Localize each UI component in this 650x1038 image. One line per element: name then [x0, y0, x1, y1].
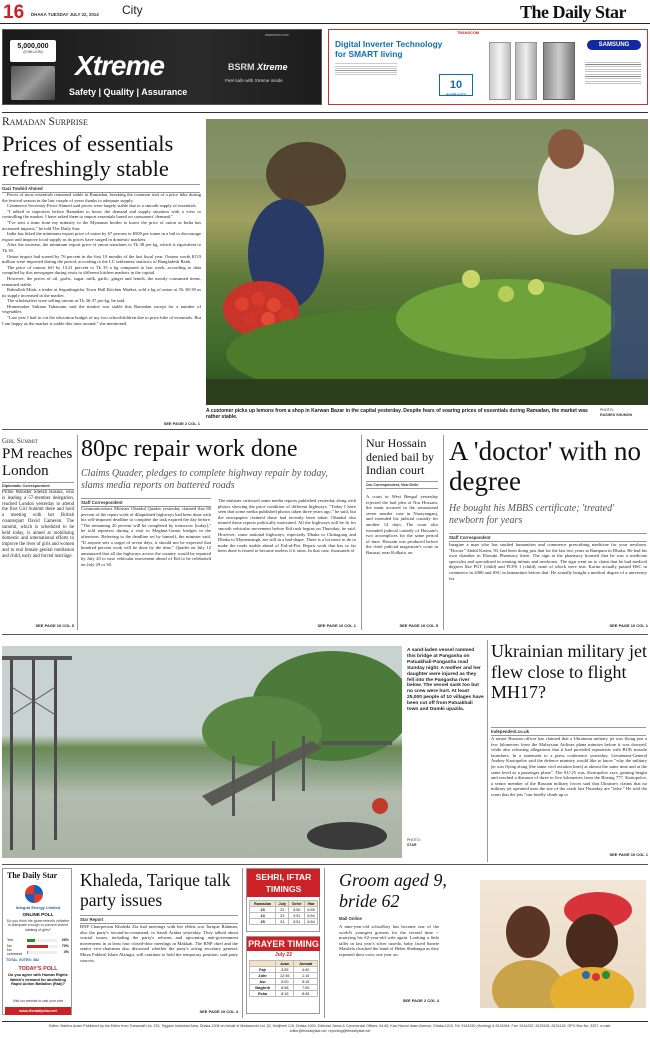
page-number: 16 [3, 2, 25, 23]
ramadan-see-page[interactable]: SEE PAGE 2 COL 1 [163, 421, 200, 426]
table-cell: 5:00 [276, 979, 294, 985]
masthead-rule [0, 23, 650, 24]
summit-kicker: Girl Summit [2, 437, 38, 445]
poll-sponsor: Integral Energy Limited [15, 905, 61, 910]
table-cell: 25 [250, 919, 276, 925]
today-poll-title: TODAY'S POLL [18, 966, 58, 972]
ramadan-paragraph: After the increase, the minimum export price of onion translates to Tk 38 per kg, which is equivalent to Tk 39. [2, 242, 201, 253]
samsung-distributor: TRANSCOM [457, 31, 479, 35]
table-cell: Maghrib [250, 985, 276, 991]
xtreme-graphic [11, 66, 55, 100]
photo-credit-label: PHOTO: [600, 408, 614, 412]
dateline: DHAKA TUESDAY JULY 22, 2014 [31, 12, 99, 17]
ramadan-paragraph: Rabiullah Miah, a trader at Segunbagicha Town Hall Kitchen Market, sold a kg of onion at Tk 38-39 as its supply increased in the market. [2, 287, 201, 298]
poll-bar-fill [27, 951, 28, 954]
bridge-credit [407, 838, 421, 847]
table-cell: 3:51 [289, 919, 305, 925]
samsung-copy-lines [335, 62, 397, 76]
repair-byline: Staff Correspondent [81, 498, 211, 507]
sponsor-logo [25, 885, 43, 903]
repair-deck: Claims Quader, pledges to complete highway repair by today, slams media reports on battered roads [81, 468, 328, 491]
summit-headline: PM reaches London [2, 446, 73, 479]
repair-headline: 80pc repair work done [81, 436, 298, 462]
groom-body: A nine-year-old schoolboy has become one of the world's youngest grooms for the second time -- marrying his 62-year-old wife again. Looking a little taller in last year's silver tuxedo, baby faced Saneie Masilela clutched the hand of Helen Shabangu as they repeated their vows one year on. [339, 924, 439, 957]
table-header-cell: Azan [276, 961, 294, 967]
poll-vote-info: Visit our website to cast your vote [12, 999, 64, 1003]
samsung-title: Digital Inverter Technology [335, 39, 443, 49]
doctor-deck: He bought his MBBS certificate; 'treated' newborn for years [449, 503, 615, 526]
groom-photo-art [480, 880, 646, 1008]
paper-logo: The Daily Star [520, 2, 627, 22]
table-cell: Asr [250, 979, 276, 985]
table-cell: 7:00 [294, 985, 318, 991]
khaleda-headline: Khaleda, Tarique talk party issues [80, 870, 231, 910]
poll-option [7, 949, 69, 955]
table-cell: 6:54 [305, 919, 318, 925]
poll-bar-fill [27, 945, 48, 948]
nur-see-page[interactable]: SEE PAGE 10 COL 5 [399, 623, 438, 628]
poll-title: ONLINE POLL [22, 912, 54, 917]
doctor-byline: Staff Correspondent [449, 533, 647, 542]
bridge-credit-label: PHOTO: [407, 838, 421, 842]
warranty-badge [439, 74, 473, 96]
ramadan-paragraph: The wholesalers were selling onions at Tk 36-37 per kg, he said. [7, 298, 126, 304]
table-cell: 1:15 [294, 973, 318, 979]
table-cell: Zohr [250, 973, 276, 979]
doctor-headline: A 'doctor' with no degree [449, 436, 641, 496]
bsrm-box [228, 62, 314, 78]
prayer-table [249, 960, 318, 997]
table-cell: 6:54 [305, 913, 318, 919]
table-cell: 24 [250, 913, 276, 919]
bridge-caption: A sand-laden vessel rammed this bridge at Pangasha on Patuakhali-Pangasha road Sunday night. A mother and her daughter were injured as they fell into the Pangasha river below. The vessel sank too but no crew were hurt. At least 25,000 people of 10 villages have been cut off from Patuakhali town and Dumki upazila. [407, 648, 484, 713]
nur-body: A court in West Bengal yesterday rejected the bail plea of Nur Hossain, the main accused in the sensational seven murder case in Narayanganj, and extended his judicial custody for another 14 days. The court also extended judicial custody of Hossain's two accomplices for the same period of time. Hossain was produced before the chief judicial magistrate's court in Barasat, near Kolkata, on [366, 494, 438, 555]
poll-option-value: 26% [61, 938, 69, 942]
prayer-title: PRAYER TIMING [248, 939, 319, 949]
ramadan-paragraph: Homemaker Sultana Tabassum said the market was stable this Ramadan except for a number of vegetables. [2, 303, 201, 315]
market-photo-credit [600, 408, 648, 417]
nur-headline: Nur Hossain denied bail by Indian court [366, 436, 434, 477]
khaleda-body: BNP Chairperson Khaleda Zia had meetings with her eldest son Tarique Rahman, also the party's second-in-command, in Saudi Arabia yesterday. They talked about crucial issues, including the party's reforms and upcoming anti-government movements in at least four closed-door meetings in Makkah. The BNP chief and the senior vice-chairman also discussed whether the party's acting secretary general, Mirza Fakhrul Islam Alamgir, will continue to hold the temporary position, said party sources. [80, 924, 238, 963]
poll-sidebar [2, 868, 72, 1015]
fridge-1 [489, 42, 511, 100]
mh17-body: A senior Russian officer has claimed that a Ukrainian military jet was flying just a few kilometres from the Malaysian Airlines plane minutes before it was downed, while also releasing allegations that it had provided separatists with BUK missile launchers. In a statement to a press conference yesterday, Lieutenant-General Andrey Kartopolov said the defence ministry would like to know "why the military jet was flying along [the same civil aviation lines] at almost the same time and at the same level as a passenger plane". The SU-25 was, Kartopolov says, gaining height and reached a distance of three to five kilometres from the Boeing 777. Kartopolov, a senior member of the Russian military forces said that Ukraine's claims that no military jet operated near the site of the crash last Thursday are "false." He told the room that the jets "can briefly climb up to [491, 736, 647, 797]
groom-photo [480, 880, 646, 1008]
ramadan-body [2, 192, 201, 422]
prayer-box [246, 936, 320, 1014]
xtreme-brand: Xtreme [75, 50, 164, 81]
table-row [250, 919, 318, 925]
repair-col1: Communications Minister Obaidul Quader yesterday claimed that 80 percent of the repair work of dilapidated highways had been done with his self-imposed deadline to complete the task expired the day before. "The remaining 20 percent will be completed by tomorrow [today]," he told reporters during a visit to Meghna-Gumti bridges in the afternoon. Referring to the deadline set by himself, the minister said, "If anyone sets a target of seven days, it should not be expected that hundred percent work will be done by the time." Quader on July 12 announced that all the highways across the country would be repaired by July 20 to ease vehicular movement ahead of Eid to be celebrated on July 29 or 30. [81, 506, 211, 567]
bsrm-brand: Xtreme [257, 62, 288, 72]
mh17-see-page[interactable]: SEE PAGE 10 COL 1 [609, 852, 648, 857]
bridge-photo [2, 646, 402, 858]
ramadan-paragraph: Prices of most essentials remained stable in Ramadan, breaking the common trait of a price hike during the festival season in the last couple of years thanks to adequate supply. [2, 192, 201, 203]
xtreme-tagline: Safety | Quality | Assurance [69, 87, 188, 97]
bsrm-label: BSRM [228, 62, 255, 72]
ramadan-paragraph: "I've sent a team from my ministry to the Myanmar border to know the price of onion as India has increased imports," he told The Daily Star. [2, 219, 201, 231]
khaleda-see-page[interactable]: SEE PAGE 10 COL 4 [199, 1009, 238, 1014]
poll-bar-track [27, 951, 57, 954]
poll-results [7, 937, 69, 955]
poll-option-label: No [7, 944, 12, 948]
photo-credit-name: RASHED SHUMON [600, 412, 633, 417]
doctor-body: Imagine a man who has studied humanities and commerce prescribing medicine for your newborn. "Doctor" Abdul Karim, 50, had been doing just that for the last two years at Rampura in Dhaka. He had his own chamber in Ehosaki Pharmacy there. The sign at the pharmacy boasted that he was a medicine specialist and specialised in treating infants and newborns. The sign went on to claim that he had medical degrees like PGT (child) and FCPS 1 (child), none of which were true. Karim actually passed HSC in commerce in 2006 and SSC in humanities before that. He actually bought a medical degree of a university for [449, 542, 647, 581]
samsung-ad [328, 29, 648, 105]
poll-option-label: No comment [7, 948, 22, 956]
ramadan-paragraph: Commerce Secretary Feroz Ahmed said prices were largely stable due to a smooth supply of essentials. [7, 203, 197, 209]
ramadan-kicker: Ramadan Surprise [2, 116, 88, 128]
bsrm-tagline: Feel safe with Xtreme inside [225, 78, 283, 83]
repair-col2: The minister criticised some media reports published yesterday along with photos showing the price condition of different highways. "Today I have seen that some media published photos taken three years ago," he said, but the newspapers claimed those had recently been taken. Obaidul also termed those reports politically motivated. All the highways will be fit for smooth vehicular movement before Eid rush begins on Thursday, he said. However, some national highways, especially Dhaka to Chittagong and Dhaka to Mymensingh, are still in a bad shape. There is a lot more to do to make the roads usable ahead of Eid-ul-Fitr. Repair work that has so far been done is feared to become useless if it rains. In that case, thousands of [218, 498, 356, 554]
today-poll-question: Do you agree with Human Rights Watch's demand for abolishing Rapid Action Battalion (Rab)? [8, 973, 68, 987]
table-cell: 3:55 [276, 967, 294, 973]
sehri-title: SEHRI, IFTAR TIMINGS [247, 869, 320, 897]
fridge-2 [515, 42, 537, 100]
nur-byline: Our Correspondent, New Delhi [366, 481, 438, 489]
bsrm-website: www.bsrm.com [265, 33, 289, 37]
table-cell: 6:58 [276, 985, 294, 991]
xtreme-offer: 5,000,000 [17, 43, 49, 50]
prayer-subtitle: July 22 [275, 952, 292, 958]
table-cell: 23 [276, 913, 289, 919]
samsung-offer-lines [585, 60, 641, 84]
summit-body: Prime Minister Sheikh Hasina, who is leading a 57-member delegation, reached London yesterday to attend the first Girl Summit there and hold a meeting with her British counterpart David Cameron. The summit, which is scheduled to be held today, is aimed at mobilising domestic and international efforts to improve the lives of girls and women and to end female genital mutilation and child, early and forced marriage. [2, 490, 74, 559]
samsung-subtitle: for SMART living [335, 49, 403, 59]
table-cell: 6:55 [305, 907, 318, 913]
ramadan-byline: Gazi Towhid Ahmed [2, 184, 200, 193]
poll-question: Do you think the government's initiative is adequate enough to prevent violent stalking of girls? [6, 919, 70, 932]
sehri-table [249, 900, 318, 925]
section-name: City [122, 3, 143, 17]
table-header-cell: Sehri [289, 901, 305, 907]
poll-option-value: 4% [63, 950, 69, 954]
footer-imprint: Editor: Mahfuz Anam Published by the Editor from Transcraft Ltd, 229, Tejgaon Industrial Area, Dhaka-1208 on behalf of Mediaworld Ltd, 52, Motijheel C/A, Dhaka-1000. Editorial, News & Commercial Offices: 64-65, Kazi Nazrul Islam Avenue, Dhaka-1215. Tel: 9144330 (Hunting) & 8124944, Fax: 9144332, 8125155, 8124126. GPO Box No: 3257, e-mail: editor@thedailystar.net, reporting@thedailystar.net [48, 1024, 612, 1033]
poll-bar-track [27, 939, 57, 942]
poll-bar-fill [27, 939, 35, 942]
table-cell: 4:40 [294, 967, 318, 973]
xtreme-ad [2, 29, 322, 105]
bridge-photo-art [2, 646, 402, 858]
table-cell: 24 [276, 919, 289, 925]
poll-option-label: Yes [7, 938, 13, 942]
poll-site[interactable]: www.thedailystar.net [5, 1007, 71, 1015]
poll-paper-name: The Daily Star [7, 871, 58, 880]
groom-headline: Groom aged 9, bride 62 [339, 870, 447, 911]
table-cell: Fajr [250, 967, 276, 973]
table-cell: 22 [276, 907, 289, 913]
ramadan-headline: Prices of essentials refreshingly stable [2, 131, 174, 181]
table-cell: 5:15 [294, 979, 318, 985]
summit-see-page[interactable]: SEE PAGE 10 COL 5 [35, 623, 74, 628]
ramadan-paragraph: Onion import had soared by 76 percent in the first 10 months of the last fiscal year. Onions worth $133 million were imported during the period, according to the LC settlement statistics of Bangladesh Bank. [2, 253, 201, 265]
ramadan-paragraph: "Last year I had to cut the education budget of my two schoolchildren due to price hike of essentials. But I am happy as the market is stable this time around," she mentioned. [2, 315, 201, 326]
groom-see-page[interactable]: SEE PAGE 2 COL 4 [402, 998, 439, 1003]
mh17-headline: Ukrainian military jet flew close to flight MH17? [491, 641, 647, 702]
table-header-cell: Ramadan [250, 901, 276, 907]
market-photo [206, 119, 648, 405]
table-header-cell: Jamaat [294, 961, 318, 967]
warranty-label: WARRANTY [445, 93, 467, 97]
khaleda-byline: Star Report [80, 915, 238, 924]
table-cell: 8:45 [294, 991, 318, 997]
bridge-credit-name: STAR [407, 842, 417, 847]
poll-total: TOTAL VOTES: 382 [6, 958, 39, 962]
ramadan-paragraph: "I talked to importers before Ramadan to know the demand and supply situation with a view to controlling the market. I have asked them to import essentials based on consumers' demand." [2, 208, 201, 220]
xtreme-offer-sub: (5 MILLION) [23, 50, 43, 54]
fridge-3 [543, 42, 575, 100]
mh17-byline: Independent.co.uk [491, 727, 646, 736]
ramadan-paragraph: However, the prices of oil, garlic, sugar, milk, garlic, ginger and lentils, the mostly consumed items, remained stable. [2, 275, 201, 287]
table-row [250, 991, 318, 997]
table-cell: 3:50 [289, 907, 305, 913]
summit-byline: Diplomatic Correspondent [2, 482, 74, 490]
table-cell: 23 [250, 907, 276, 913]
poll-bar-track [27, 945, 57, 948]
repair-see-page[interactable]: SEE PAGE 10 COL 1 [317, 623, 356, 628]
table-header-cell: July [276, 901, 289, 907]
warranty-years: 10 [449, 79, 463, 91]
market-photo-caption: A customer picks up lemons from a shop in Karwan Bazar in the capital yesterday. Despite fears of soaring prices of essentials during Ramadan, the market was rather stable. [206, 408, 588, 421]
ramadan-paragraph: India has hiked the minimum export price of onion by 67 percent to $500 per tonne in a bid to discourage export and improve local supply as its prices have surged in domestic markets. [2, 231, 201, 242]
table-cell: 3:51 [289, 913, 305, 919]
samsung-logo: SAMSUNG [587, 40, 641, 50]
table-header-cell: Iftar [305, 901, 318, 907]
market-photo-art [206, 119, 648, 405]
xtreme-offer-box [10, 40, 56, 62]
table-cell: Esha [250, 991, 276, 997]
doctor-see-page[interactable]: SEE PAGE 10 COL 1 [609, 623, 648, 628]
table-cell: 12:45 [276, 973, 294, 979]
poll-option-value: 70% [61, 944, 69, 948]
table-cell: 8:15 [276, 991, 294, 997]
groom-byline: Mail Online [339, 916, 362, 921]
sehri-box [246, 868, 320, 932]
ramadan-paragraph: The price of onions fell by 13.21 percent to Tk 35 a kg compared to last week, according to data compiled by this newspaper during visits to different kitchen markets in the capital. [2, 264, 201, 276]
